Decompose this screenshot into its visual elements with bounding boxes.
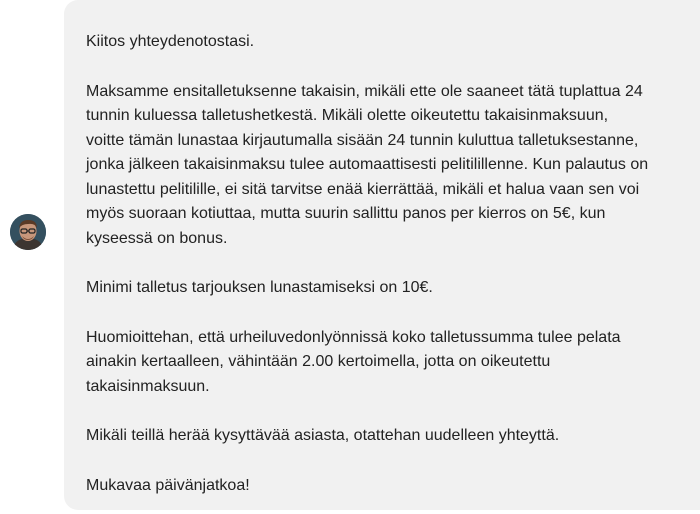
message-sports-betting-note: Huomioittehan, että urheiluvedonlyönnissä koko talletussumma tulee pelata ainakin kertaalleen, vähintään 2.00 kertoimella, jotta on oikeutettu takaisinmaksuun.	[86, 328, 621, 395]
message-bubble	[64, 0, 700, 510]
person-avatar-icon[interactable]	[10, 214, 46, 250]
message-refund-terms: Maksamme ensitalletuksenne takaisin, mikäli ette ole saaneet tätä tuplattua 24 tunnin kuluessa talletushetkestä. Mikäli olette oikeutettu takaisinmaksuun, voitte tämän lunastaa kirjautumalla sisään 24 tunnin kuluttua talletuksestanne, jonka jälkeen takaisinmaksu tulee automaattisesti pelitilillenne. Kun palautus on lunastettu pelitilille, ei sitä tarvitse enää kierrättää, mikäli et halua vaan sen voi myös suoraan kotiuttaa, mutta suurin sallittu panos per kierros on 5€, kun kyseessä on bonus.	[86, 82, 649, 247]
message-closing: Mukavaa päivänjatkoa!	[86, 476, 250, 494]
message-greeting: Kiitos yhteydenotostasi.	[86, 33, 255, 50]
message-minimum-deposit: Minimi talletus tarjouksen lunastamiseksi on 10€.	[86, 279, 433, 296]
message-contact-again: Mikäli teillä herää kysyttävää asiasta, otattehan uudelleen yhteyttä.	[86, 427, 560, 444]
